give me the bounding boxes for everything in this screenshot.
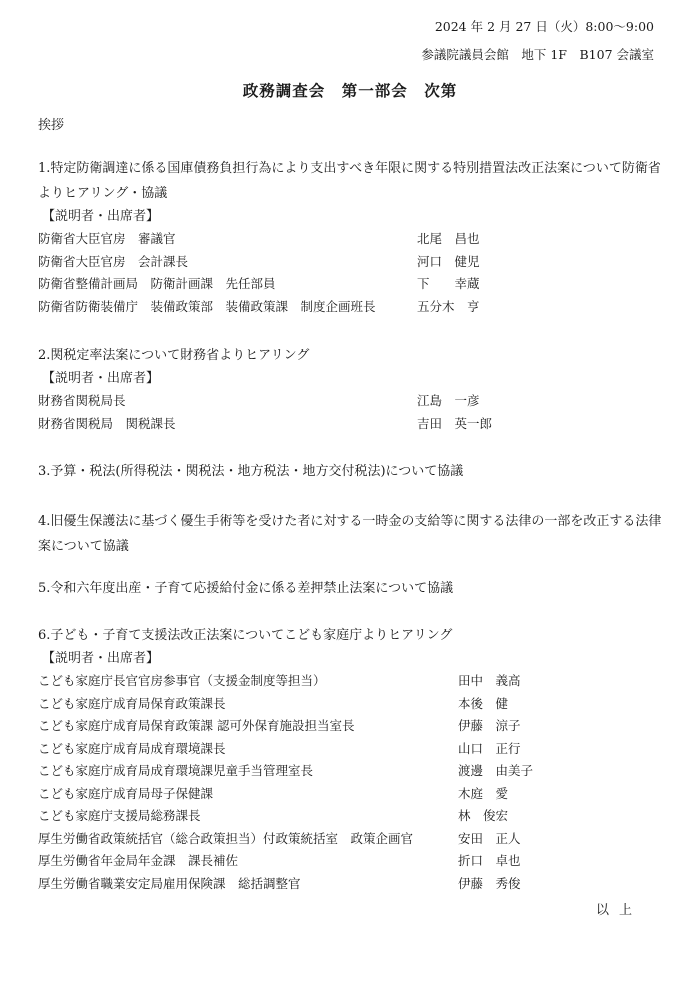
attendee-name: 北尾 昌也	[417, 231, 480, 246]
greeting: 挨拶	[38, 118, 65, 133]
attendee-org: こども家庭庁成育局保育政策課長	[38, 695, 226, 711]
attendee-name: 林 俊宏	[458, 808, 509, 823]
attendee-row	[38, 390, 662, 413]
attendee-row	[38, 783, 662, 806]
document-title: 政務調査会 第一部会 次第	[242, 81, 458, 100]
agenda-item-title: 2.関税定率法案について財務省よりヒアリング	[38, 348, 310, 363]
attendee-name: 伊藤 秀俊	[458, 875, 521, 891]
attendee-name: 山口 正行	[458, 740, 521, 756]
attendee-row	[38, 273, 662, 296]
agenda-item-title: 5.令和六年度出産・子育て応援給付金に係る差押禁止法案について協議	[38, 581, 454, 596]
attendee-name: 安田 正人	[458, 830, 521, 846]
attendee-org: 防衛省大臣官房 審議官	[38, 231, 176, 246]
closing-mark: 以上	[595, 903, 642, 918]
attendees-label: 【説明者・出席者】	[42, 371, 160, 386]
agenda-item-1	[38, 156, 662, 318]
attendee-name: 木庭 愛	[458, 785, 509, 801]
agenda-item-2	[38, 343, 662, 435]
agenda-item-6	[38, 623, 662, 895]
agenda-item-title: 3.予算・税法(所得税法・関税法・地方税法・地方交付税法)について協議	[38, 464, 464, 479]
attendee-row	[38, 670, 662, 693]
attendee-row	[38, 873, 662, 896]
attendee-name: 折口 卓也	[458, 853, 521, 868]
attendee-name: 吉田 英一郎	[417, 415, 493, 431]
agenda-item-5	[38, 576, 662, 601]
attendee-row	[38, 251, 662, 274]
attendee-name: 田中 義高	[458, 673, 521, 688]
attendee-org: こども家庭庁長官官房参事官（支援金制度等担当）	[38, 673, 326, 688]
attendee-name: 本後 健	[458, 695, 509, 711]
attendee-row	[38, 828, 662, 851]
attendees-label: 【説明者・出席者】	[42, 651, 160, 666]
attendee-org: 財務省関税局長	[38, 393, 126, 408]
attendee-row	[38, 805, 662, 828]
attendee-row	[38, 850, 662, 873]
attendee-row	[38, 228, 662, 251]
attendee-org: 厚生労働省政策統括官（総合政策担当）付政策統括室 政策企画官	[38, 830, 414, 846]
attendee-org: 厚生労働省年金局年金課 課長補佐	[38, 853, 239, 868]
attendee-row	[38, 413, 662, 436]
attendee-org: 防衛省大臣官房 会計課長	[38, 253, 189, 269]
attendee-org: こども家庭庁成育局保育政策課 認可外保育施設担当室長	[38, 718, 355, 733]
attendee-row	[38, 738, 662, 761]
attendee-row	[38, 693, 662, 716]
attendees-label: 【説明者・出席者】	[42, 209, 160, 224]
attendee-name: 伊藤 涼子	[458, 718, 521, 733]
attendee-name: 下 幸蔵	[417, 276, 480, 291]
attendee-org: こども家庭庁支援局総務課長	[38, 808, 201, 823]
meeting-date: 2024 年 2 月 27 日（火）8:00〜9:00	[434, 19, 654, 34]
attendee-name: 江島 一彦	[417, 393, 480, 408]
attendee-row	[38, 715, 662, 738]
agenda-item-title: 4.旧優生保護法に基づく優生手術等を受けた者に対する一時金の支給等に関する法律の一部を改正する法律案について協議	[38, 514, 662, 554]
attendee-row	[38, 296, 662, 319]
meeting-place: 参議院議員会館 地下 1F B107 会議室	[421, 47, 654, 62]
attendee-name: 河口 健児	[417, 253, 480, 269]
agenda-item-title: 1.特定防衛調達に係る国庫債務負担行為により支出すべき年限に関する特別措置法改正法案について防衛省よりヒアリング・協議	[38, 161, 661, 201]
attendee-org: こども家庭庁成育局成育環境課長	[38, 740, 226, 756]
attendee-org: 防衛省防衛装備庁 装備政策部 装備政策課 制度企画班長	[38, 298, 376, 314]
agenda-item-title: 6.子ども・子育て支援法改正法案についてこども家庭庁よりヒアリング	[38, 628, 453, 643]
attendee-org: 厚生労働省職業安定局雇用保険課 総括調整官	[38, 875, 301, 891]
attendee-org: こども家庭庁成育局成育環境課児童手当管理室長	[38, 763, 314, 778]
attendee-name: 五分木 亨	[417, 298, 480, 314]
attendee-row	[38, 760, 662, 783]
agenda-item-3	[38, 459, 662, 484]
agenda-item-4	[38, 509, 662, 559]
attendee-name: 渡邊 由美子	[458, 763, 534, 778]
attendee-org: こども家庭庁成育局母子保健課	[38, 785, 214, 801]
attendee-org: 防衛省整備計画局 防衛計画課 先任部員	[38, 276, 276, 291]
attendee-org: 財務省関税局 関税課長	[38, 415, 176, 431]
